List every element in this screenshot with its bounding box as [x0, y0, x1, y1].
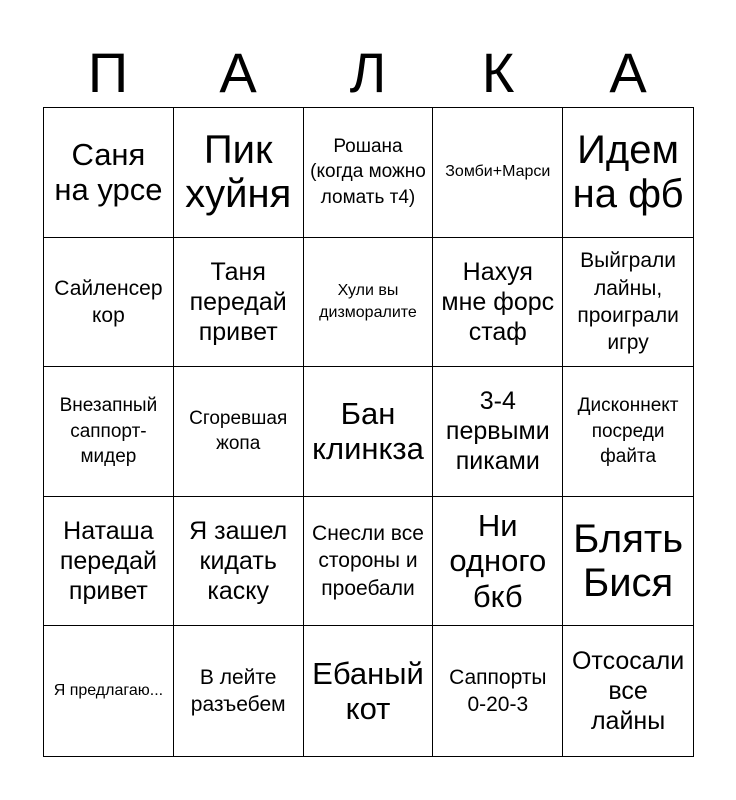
cell-text: Пик хуйня — [185, 128, 292, 217]
bingo-cell-r4-c3[interactable] — [304, 497, 434, 627]
header-letter-5: А — [609, 41, 647, 104]
bingo-cell-r5-c2[interactable] — [174, 626, 304, 756]
bingo-cell-r4-c5[interactable] — [563, 497, 693, 627]
bingo-cell-r2-c1[interactable] — [44, 238, 174, 368]
bingo-cell-r2-c2[interactable] — [174, 238, 304, 368]
cell-text: В лейте разъебем — [190, 665, 286, 717]
bingo-cell-r5-c3[interactable] — [304, 626, 434, 756]
cell-text: Я зашел кидать каску — [189, 517, 288, 606]
bingo-cell-r5-c5[interactable] — [563, 626, 693, 756]
cell-text: Саня на урсе — [54, 136, 163, 208]
bingo-cell-r5-c1[interactable] — [44, 626, 174, 756]
cell-text: Зомби+Марси — [445, 163, 551, 181]
bingo-cell-r1-c2[interactable] — [174, 108, 304, 238]
bingo-cell-r3-c4[interactable] — [433, 367, 563, 497]
bingo-cell-r3-c1[interactable] — [44, 367, 174, 497]
bingo-header — [43, 40, 693, 106]
bingo-cell-r3-c2[interactable] — [174, 367, 304, 497]
cell-text: Наташа передай привет — [59, 517, 157, 606]
cell-text: Ни одного бкб — [449, 507, 547, 614]
bingo-cell-r3-c5[interactable] — [563, 367, 693, 497]
bingo-cell-r1-c1[interactable] — [44, 108, 174, 238]
bingo-cell-r2-c4[interactable] — [433, 238, 563, 368]
cell-text: Бан клинкза — [312, 395, 424, 467]
bingo-cell-r4-c4[interactable] — [433, 497, 563, 627]
cell-text: Сайленсер кор — [54, 276, 163, 327]
header-letter-2: А — [219, 41, 257, 104]
bingo-cell-r1-c5[interactable] — [563, 108, 693, 238]
cell-text: Внезапный саппорт-мидер — [59, 395, 158, 468]
cell-text: Идем на фб — [572, 128, 684, 217]
cell-text: Нахуя мне форс стаф — [441, 257, 555, 346]
cell-text: Блять Бися — [573, 517, 684, 606]
bingo-cell-r4-c1[interactable] — [44, 497, 174, 627]
cell-text: Таня передай привет — [189, 257, 287, 346]
cell-text: Ебаный кот — [312, 655, 424, 727]
bingo-cell-r1-c4[interactable] — [433, 108, 563, 238]
header-letter-1: П — [87, 41, 129, 104]
cell-text: Рошана (когда можно ломать т4) — [310, 135, 426, 209]
cell-text: Дисконнект посреди файта — [577, 395, 679, 468]
bingo-cell-r2-c3[interactable] — [304, 238, 434, 368]
bingo-cell-r3-c3[interactable] — [304, 367, 434, 497]
cell-text: 3-4 первыми пиками — [445, 387, 550, 476]
cell-text: Снесли все стороны и проебали — [312, 522, 424, 600]
cell-text: Отсосали все лайны — [571, 647, 685, 736]
cell-text: Я предлагаю... — [53, 682, 164, 699]
header-letter-4: К — [481, 41, 515, 104]
header-letter-3: Л — [349, 41, 387, 104]
cell-text: Хули вы дизморалите — [319, 281, 417, 321]
cell-text: Выйграли лайны, проиграли игру — [577, 249, 679, 355]
cell-text: Саппорты 0-20-3 — [449, 665, 547, 717]
cell-text: Сгоревшая жопа — [189, 407, 288, 455]
bingo-cell-r2-c5[interactable] — [563, 238, 693, 368]
bingo-cell-r1-c3[interactable] — [304, 108, 434, 238]
bingo-cell-r4-c2[interactable] — [174, 497, 304, 627]
bingo-cell-r5-c4[interactable] — [433, 626, 563, 756]
bingo-board — [43, 107, 694, 757]
